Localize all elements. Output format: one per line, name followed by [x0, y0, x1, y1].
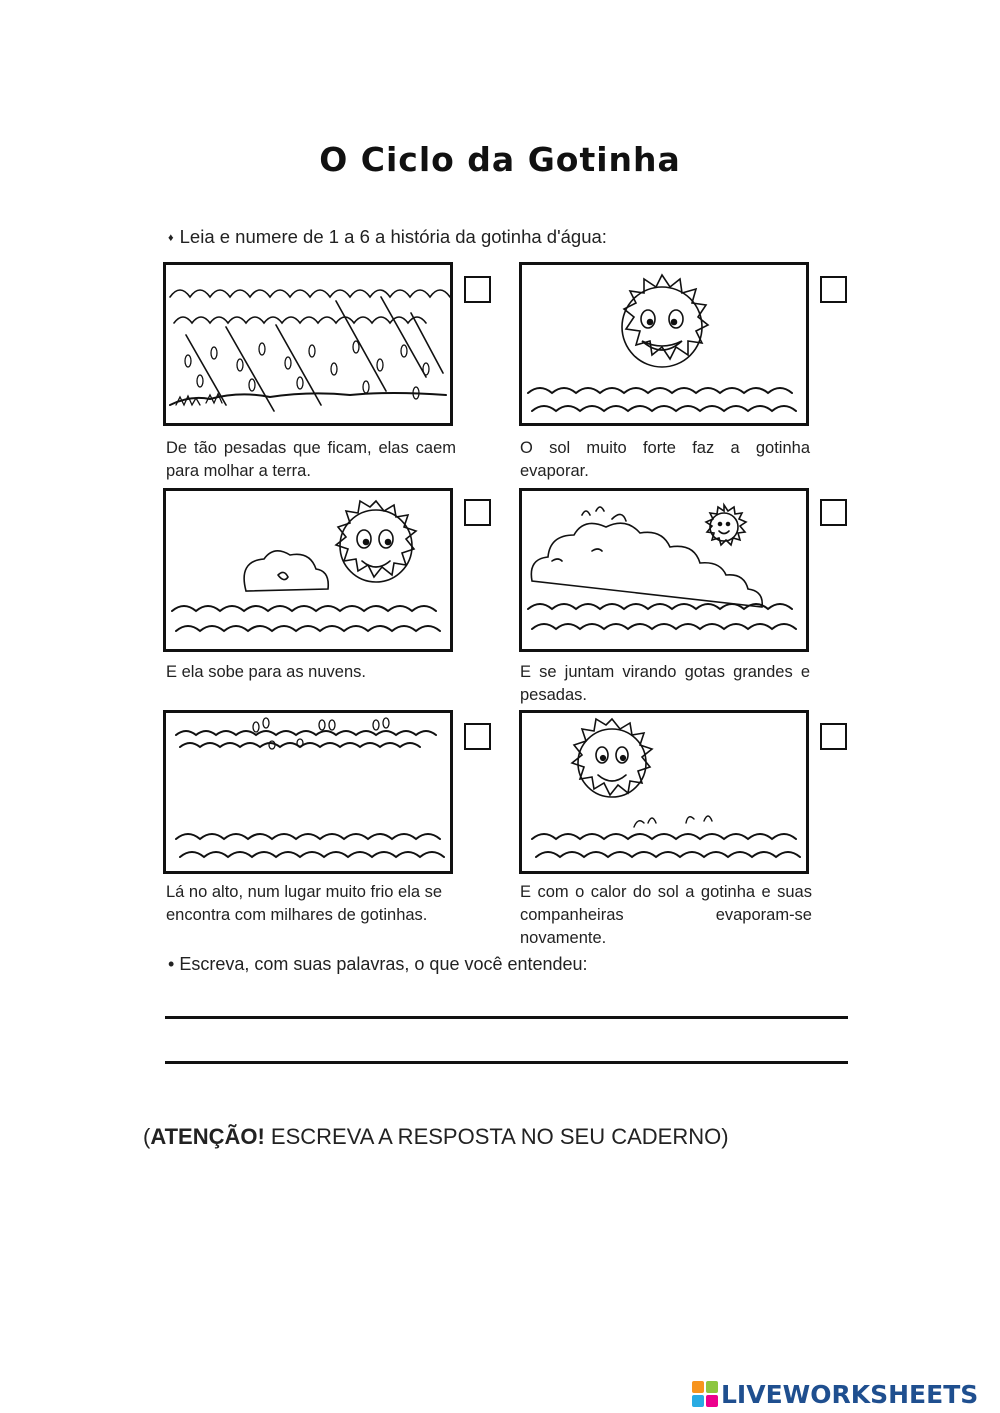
- liveworksheets-logo-text: LIVEWORKSHEETS: [721, 1379, 979, 1409]
- instruction-text: Leia e numere de 1 a 6 a história da gotinha d'água:: [179, 226, 607, 247]
- rain-scene-illustration: [166, 265, 450, 423]
- note-text: ESCREVA A RESPOSTA NO SEU CADERNO): [264, 1124, 729, 1149]
- cold-high-up-illustration: [166, 713, 450, 871]
- panel-cold-high-up: [163, 710, 453, 874]
- order-checkbox-sun-over-sea[interactable]: [820, 276, 847, 303]
- caption-big-clouds: E se juntam virando gotas grandes e pesadas.: [520, 663, 810, 704]
- order-checkbox-sun-evaporating[interactable]: [820, 723, 847, 750]
- caption-sun-evaporating: E com o calor do sol a gotinha e suas companheiras evaporam-se novamente.: [520, 883, 812, 947]
- order-checkbox-rain[interactable]: [464, 276, 491, 303]
- sun-over-sea-illustration: [522, 265, 806, 423]
- answer-line-1[interactable]: [165, 1016, 848, 1019]
- panel-big-clouds: [519, 488, 809, 652]
- caption-sun-behind-cloud: E ela sobe para as nuvens.: [166, 663, 366, 681]
- liveworksheets-logo-icon: [692, 1381, 718, 1407]
- sun-evaporating-illustration: [522, 713, 806, 871]
- note-bold-warning: ATENÇÃO!: [150, 1124, 265, 1149]
- instruction: [168, 226, 607, 248]
- order-checkbox-sun-behind-cloud[interactable]: [464, 499, 491, 526]
- caption-rain: De tão pesadas que ficam, elas caem para molhar a terra.: [166, 439, 456, 480]
- writing-prompt: [168, 954, 588, 975]
- liveworksheets-logo[interactable]: [692, 1378, 978, 1410]
- panel-sun-behind-cloud: [163, 488, 453, 652]
- panel-sun-over-sea: [519, 262, 809, 426]
- note-open-paren: (: [143, 1124, 151, 1149]
- caption-cold-high-up: Lá no alto, num lugar muito frio ela se encontra com milhares de gotinhas.: [166, 883, 443, 924]
- round-bullet-icon: •: [168, 954, 175, 974]
- order-checkbox-big-clouds[interactable]: [820, 499, 847, 526]
- panel-sun-evaporating: [519, 710, 809, 874]
- sun-behind-cloud-illustration: [166, 491, 450, 649]
- answer-line-2[interactable]: [165, 1061, 848, 1064]
- caption-sun-over-sea: O sol muito forte faz a gotinha evaporar.: [520, 439, 810, 480]
- panel-rain: [163, 262, 453, 426]
- worksheet-title: O Ciclo da Gotinha: [319, 140, 681, 179]
- big-clouds-illustration: [522, 491, 806, 649]
- writing-prompt-text: Escreva, com suas palavras, o que você entendeu:: [179, 954, 588, 974]
- attention-note: [143, 1124, 729, 1150]
- diamond-bullet-icon: ♦: [168, 232, 174, 244]
- order-checkbox-cold-high-up[interactable]: [464, 723, 491, 750]
